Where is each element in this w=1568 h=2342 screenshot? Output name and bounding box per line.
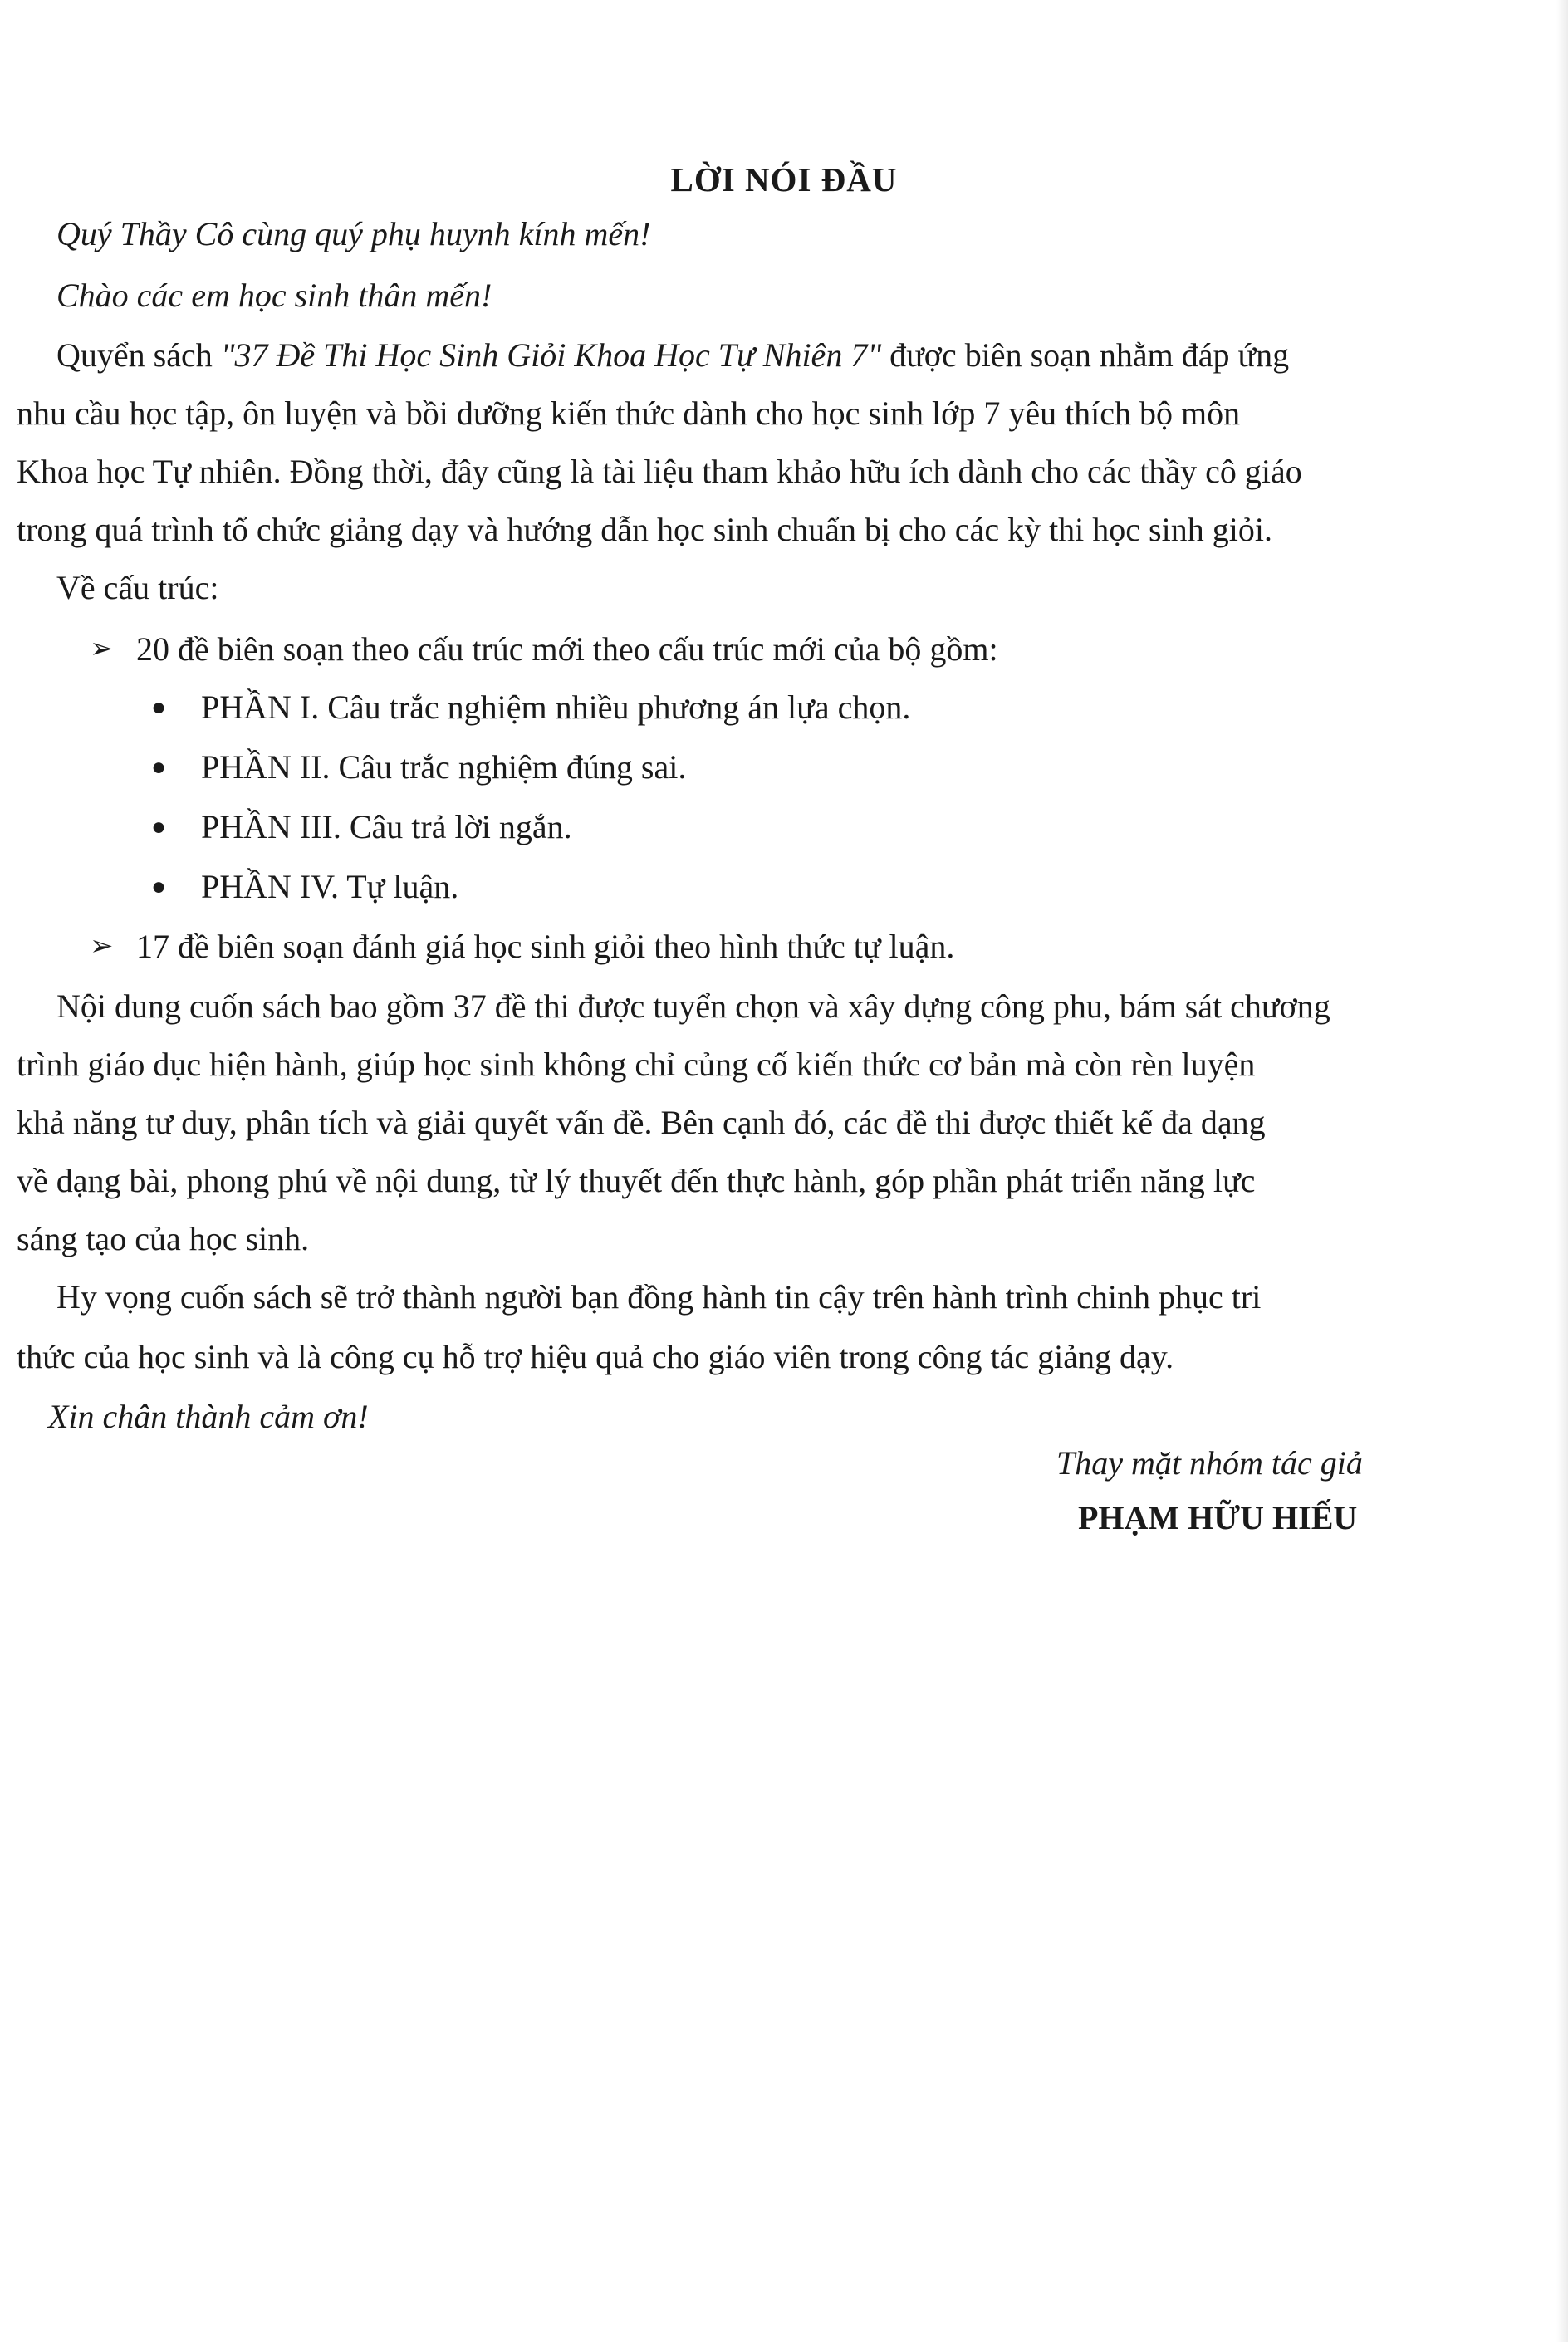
content-paragraph-line: Nội dung cuốn sách bao gồm 37 đề thi được tuyển chọn và xây dựng công phu, bám sát chương: [56, 987, 1330, 1025]
bullet-icon: ●: [151, 873, 167, 900]
arrow-bullet-icon: ➢: [90, 931, 114, 962]
intro-prefix: Quyển sách: [56, 336, 221, 374]
intro-line: Khoa học Tự nhiên. Đồng thời, đây cũng là tài liệu tham khảo hữu ích dành cho các thầy cô giáo: [17, 453, 1302, 490]
structure-part: PHẦN III. Câu trả lời ngắn.: [201, 808, 572, 845]
hope-paragraph-line: thức của học sinh và là công cụ hỗ trợ hiệu quả cho giáo viên trong công tác giảng dạy.: [17, 1338, 1174, 1375]
structure-heading: Về cấu trúc:: [56, 569, 219, 606]
content-paragraph-line: sáng tạo của học sinh.: [17, 1220, 310, 1257]
greeting-line-2: Chào các em học sinh thân mến!: [56, 277, 492, 314]
structure-part: PHẦN I. Câu trắc nghiệm nhiều phương án lựa chọn.: [201, 688, 911, 726]
bullet-icon: ●: [151, 813, 167, 840]
arrow-bullet-icon: ➢: [90, 634, 114, 664]
intro-suffix: được biên soạn nhằm đáp ứng: [881, 336, 1290, 374]
content-paragraph-line: trình giáo dục hiện hành, giúp học sinh không chỉ củng cố kiến thức cơ bản mà còn rèn luyện: [17, 1046, 1256, 1083]
bullet-icon: ●: [151, 693, 167, 721]
page-title: LỜI NÓI ĐẦU: [670, 160, 898, 198]
structure-point-1: 20 đề biên soạn theo cấu trúc mới theo cấu trúc mới của bộ gồm:: [136, 630, 998, 668]
structure-part: PHẦN IV. Tự luận.: [201, 868, 459, 905]
content-paragraph-line: về dạng bài, phong phú về nội dung, từ lý thuyết đến thực hành, góp phần phát triển năng lực: [17, 1162, 1256, 1199]
book-title: "37 Đề Thi Học Sinh Giỏi Khoa Học Tự Nhiên 7": [220, 336, 882, 374]
thanks-line: Xin chân thành cảm ơn!: [48, 1398, 369, 1435]
intro-line: nhu cầu học tập, ôn luyện và bồi dưỡng kiến thức dành cho học sinh lớp 7 yêu thích bộ môn: [17, 394, 1241, 432]
intro-line: trong quá trình tổ chức giảng dạy và hướng dẫn học sinh chuẩn bị cho các kỳ thi học sinh giỏi.: [17, 511, 1272, 548]
signature-role: Thay mặt nhóm tác giả: [1056, 1444, 1363, 1482]
intro-first-line: [56, 336, 1289, 375]
structure-point-2: 17 đề biên soạn đánh giá học sinh giỏi theo hình thức tự luận.: [136, 928, 955, 965]
hope-paragraph-line: Hy vọng cuốn sách sẽ trở thành người bạn đồng hành tin cậy trên hành trình chinh phục tri: [56, 1278, 1262, 1316]
structure-part: PHẦN II. Câu trắc nghiệm đúng sai.: [201, 748, 687, 786]
scan-edge-shadow: [1556, 0, 1568, 2342]
bullet-icon: ●: [151, 753, 167, 781]
content-paragraph-line: khả năng tư duy, phân tích và giải quyết vấn đề. Bên cạnh đó, các đề thi được thiết kế đa dạng: [17, 1104, 1266, 1141]
signature-name: PHẠM HỮU HIẾU: [1078, 1499, 1358, 1536]
greeting-line-1: Quý Thầy Cô cùng quý phụ huynh kính mến!: [56, 215, 651, 252]
